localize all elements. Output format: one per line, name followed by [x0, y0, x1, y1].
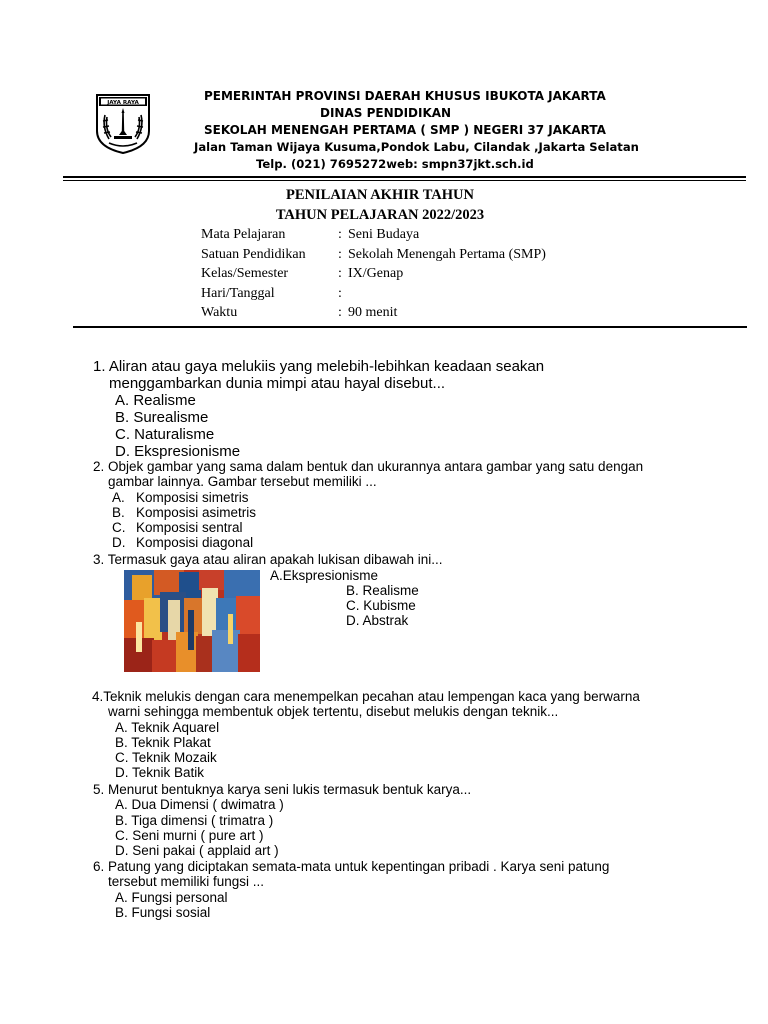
info-label: Satuan Pendidikan: [201, 246, 306, 262]
letterhead-divider: [63, 176, 746, 178]
info-label: Hari/Tanggal: [201, 285, 275, 301]
letterhead-divider-thin: [63, 180, 746, 181]
letterhead-department: DINAS PENDIDIKAN: [320, 106, 452, 120]
info-colon: :: [338, 246, 342, 262]
answer-option: [0, 520, 768, 535]
info-value: IX/Genap: [348, 266, 404, 281]
question-stem: 4.Teknik melukis dengan cara menempelkan pecahan atau lempengan kaca yang berwarna: [92, 689, 640, 704]
answer-option: A. Realisme: [115, 392, 196, 409]
letterhead-address: Jalan Taman Wijaya Kusuma,Pondok Labu, Cilandak ,Jakarta Selatan: [194, 140, 639, 154]
question-stem-continued: menggambarkan dunia mimpi atau hayal disebut...: [109, 375, 446, 392]
exam-info-table: [201, 225, 546, 323]
option-text: Komposisi diagonal: [136, 535, 254, 551]
answer-option: D. Teknik Batik: [115, 765, 205, 781]
question-stem-continued: warni sehingga membentuk objek tertentu, disebut melukis dengan teknik...: [108, 704, 559, 720]
letterhead: [150, 88, 710, 173]
info-value: 90 menit: [348, 305, 398, 320]
info-row-subject: [201, 225, 546, 245]
answer-option: D. Abstrak: [346, 613, 409, 628]
question-6: [0, 859, 768, 920]
answer-option: A. Fungsi personal: [115, 889, 228, 905]
answer-option: B. Fungsi sosial: [115, 904, 211, 920]
answer-option: B. Tiga dimensi ( trimatra ): [115, 812, 274, 828]
abstract-painting-image: [124, 570, 260, 672]
answer-option: D. Seni pakai ( applaid art ): [115, 843, 279, 859]
exam-title: PENILAIAN AKHIR TAHUN: [286, 187, 474, 203]
question-stem: 5. Menurut bentuknya karya seni lukis termasuk bentuk karya...: [93, 782, 472, 797]
info-value: Sekolah Menengah Pertama (SMP): [348, 246, 546, 262]
question-stem: 3. Termasuk gaya atau aliran apakah lukisan dibawah ini...: [93, 552, 443, 567]
question-1: [0, 358, 768, 460]
letterhead-contact: Telp. (021) 7695272web: smpn37jkt.sch.id: [256, 157, 534, 171]
answer-option: [0, 505, 768, 520]
question-3: [0, 552, 768, 567]
info-colon: :: [338, 285, 342, 301]
option-letter: A.: [112, 489, 125, 505]
answer-option: [0, 490, 768, 505]
question-stem: 2. Objek gambar yang sama dalam bentuk dan ukurannya antara gambar yang satu dengan: [93, 459, 644, 474]
question-stem: 6. Patung yang diciptakan semata-mata untuk kepentingan pribadi . Karya seni patung: [93, 859, 610, 874]
letterhead-school: SEKOLAH MENENGAH PERTAMA ( SMP ) NEGERI 37 JAKARTA: [204, 123, 606, 137]
option-text: Komposisi simetris: [136, 489, 249, 505]
letterhead-government: PEMERINTAH PROVINSI DAERAH KHUSUS IBUKOTA JAKARTA: [204, 89, 606, 103]
question-5: [0, 782, 768, 858]
info-value: Seni Budaya: [348, 227, 420, 242]
question-2: [0, 459, 768, 551]
option-letter: B.: [112, 504, 125, 520]
exam-year: TAHUN PELAJARAN 2022/2023: [275, 207, 485, 223]
answer-option: B. Teknik Plakat: [115, 734, 211, 750]
answer-option: C. Naturalisme: [115, 426, 215, 443]
answer-option: C. Seni murni ( pure art ): [115, 827, 264, 843]
question-stem-continued: gambar lainnya. Gambar tersebut memiliki ...: [108, 474, 377, 490]
question-4: [0, 689, 768, 781]
jakarta-crest-logo: [93, 91, 153, 155]
svg-text:JAYA RAYA: JAYA RAYA: [107, 99, 139, 106]
answer-option: [0, 535, 768, 550]
info-colon: :: [338, 227, 342, 242]
option-letter: D.: [112, 535, 126, 551]
info-colon: :: [338, 305, 342, 320]
option-text: Komposisi sentral: [136, 520, 243, 536]
info-label: Waktu: [201, 305, 238, 320]
answer-option: B. Realisme: [346, 583, 419, 598]
info-label: Mata Pelajaran: [201, 227, 286, 242]
info-row-class: [201, 264, 546, 284]
info-colon: :: [338, 266, 342, 281]
info-row-date: [201, 284, 546, 304]
option-text: Komposisi asimetris: [136, 504, 257, 520]
answer-option: A.Ekspresionisme: [270, 568, 379, 583]
info-row-level: [201, 245, 546, 265]
answer-option: C. Teknik Mozaik: [115, 750, 217, 766]
question-stem: 1. Aliran atau gaya melukiis yang melebih-lebihkan keadaan seakan: [93, 358, 545, 375]
answer-option: D. Ekspresionisme: [115, 443, 241, 460]
info-row-time: [201, 303, 546, 323]
answer-option: B. Surealisme: [115, 409, 209, 426]
answer-option: A. Teknik Aquarel: [115, 719, 220, 735]
heading-divider: [73, 326, 747, 328]
option-letter: C.: [112, 520, 126, 536]
answer-option: A. Dua Dimensi ( dwimatra ): [115, 797, 284, 813]
info-label: Kelas/Semester: [201, 266, 289, 281]
question-stem-continued: tersebut memiliki fungsi ...: [108, 874, 265, 890]
answer-option: C. Kubisme: [346, 598, 416, 613]
